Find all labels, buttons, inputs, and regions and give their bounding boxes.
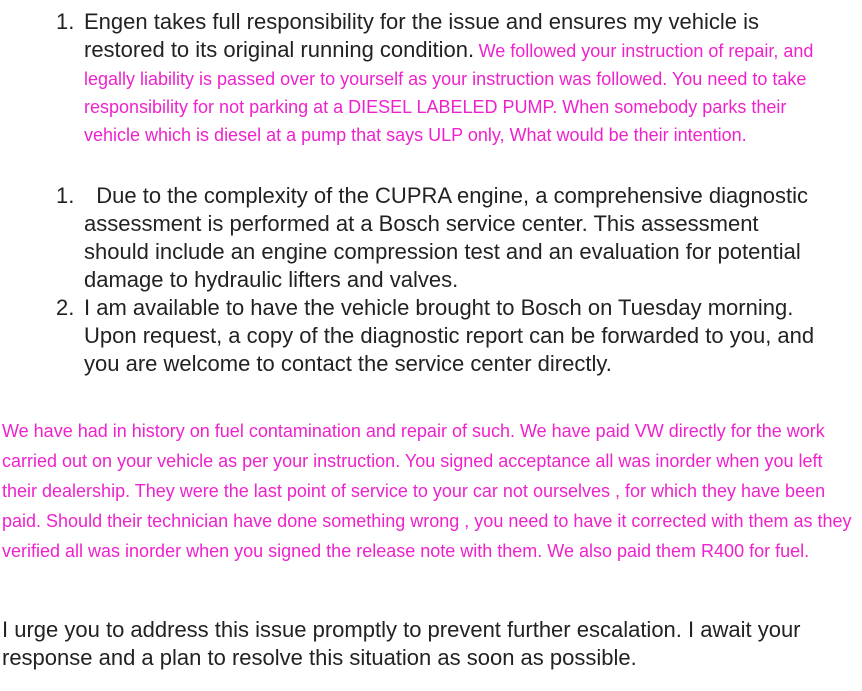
list-item xyxy=(0,294,824,378)
list-item-number: 1. xyxy=(56,9,75,34)
reply-paragraph: We have had in history on fuel contamination and repair of such. We have paid VW directly for the work carried out on your vehicle as per your instruction. You signed acceptance all was inorder when you left their dealership. They were the last point of service to your car not ourselves , for which they have been paid. Should their technician have done something wrong , you need to have it corrected with them as they verified all was inorder when you signed the release note with them. We also paid them R400 for fuel. xyxy=(2,421,852,561)
reply-comment: We followed your instruction of repair, and legally liability is passed over to yourself as your instruction was followed. You need to take responsibility for not parking at a DIESEL LABELED PUMP. When somebody parks their vehicle which is diesel at a pump that says ULP only, What would be their intention. xyxy=(84,41,814,145)
list-item-number: 1. xyxy=(56,183,75,208)
request-text: I am available to have the vehicle brought to Bosch on Tuesday morning. Upon request, a copy of the diagnostic report can be forwarded to you, and you are welcome to contact the service center directly. xyxy=(84,295,815,376)
list-item-number: 2. xyxy=(56,295,75,320)
list-item xyxy=(0,8,844,149)
closing-paragraph: I urge you to address this issue promptly to prevent further escalation. I await your response and a plan to resolve this situation as soon as possible. xyxy=(2,617,801,670)
request-text-content: Due to the complexity of the CUPRA engine, a comprehensive diagnostic assessment is performed at a Bosch service center. This assessment should include an engine compression test and an evaluation for potential damage to hydraulic lifters and valves. xyxy=(84,183,808,292)
requests-list-second xyxy=(0,182,824,378)
list-item xyxy=(0,182,824,294)
request-text: Engen takes full responsibility for the issue and ensures my vehicle is restored to its original running condition. xyxy=(84,9,760,62)
request-text xyxy=(84,183,808,292)
requests-list-first xyxy=(0,8,844,149)
